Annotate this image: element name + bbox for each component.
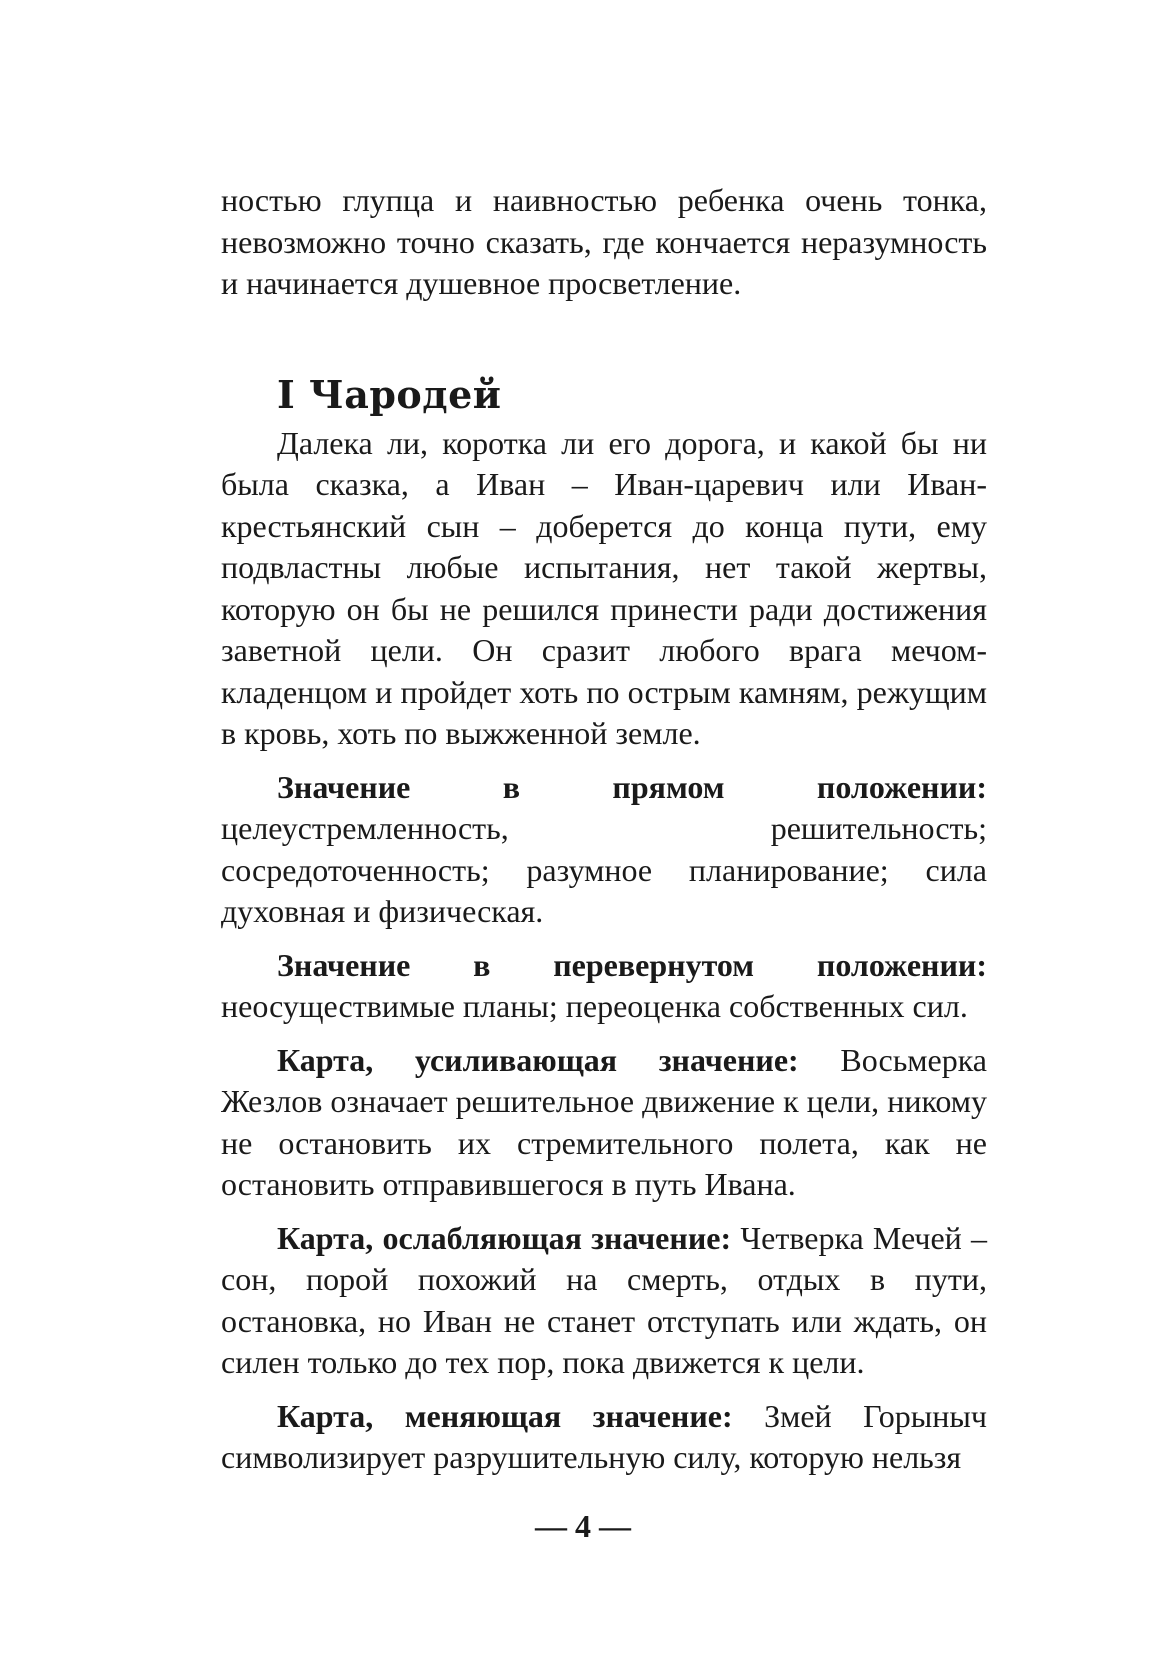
meaning-upright-label: Значение в прямом положении: [277,768,987,805]
intro-paragraph: ностью глупца и наивностью ребенка очень тонка, невозможно точно сказать, где кончается неразумность и начинается душевное просветление. [221,182,987,301]
meaning-reversed-text: неосуществимые планы; переоценка собственных сил. [221,988,968,1024]
meaning-changing-label: Карта, меняющая значение: [277,1397,733,1434]
meaning-strengthening-label: Карта, усиливающая значение: [277,1041,799,1078]
meaning-weakening-label: Карта, ослабляющая значение: [277,1219,732,1256]
meaning-upright-text: целеустремленность, решительность; сосредоточенность; разумное планирование; сила духовная и физическая. [221,810,987,929]
page-number: — 4 — [535,1508,631,1544]
meaning-strengthening [221,1040,987,1206]
section-title: I Чародей [277,371,502,417]
page-body [221,180,987,1479]
meaning-changing [221,1396,987,1479]
meaning-reversed-label: Значение в перевернутом положении: [277,946,987,983]
meaning-strengthening-text: Восьмерка Жезлов означает решительное движение к цели, никому не остановить их стремительного полета, как не остановить отправившегося в путь Ивана. [221,1041,987,1202]
meaning-changing-text: Змей Горыныч символизирует разрушительную силу, которую нельзя [221,1397,987,1475]
meaning-upright [221,767,987,933]
meaning-reversed [221,945,987,1028]
meaning-weakening-text: Четверка Мечей – сон, порой похожий на смерть, отдых в пути, остановка, но Иван не станет отступать или ждать, он силен только до тех пор, пока движется к цели. [221,1219,987,1380]
meaning-weakening [221,1218,987,1384]
section-description: Далека ли, коротка ли его дорога, и какой бы ни была сказка, а Иван – Иван-царевич или Иван-крестьянский сын – доберется до конца пути, ему подвластны любые испытания, нет такой жертвы, которую он бы не решился принести ради достижения заветной цели. Он сразит любого врага мечом-кладенцом и пройдет хоть по острым камням, режущим в кровь, хоть по выжженной земле. [221,424,987,751]
